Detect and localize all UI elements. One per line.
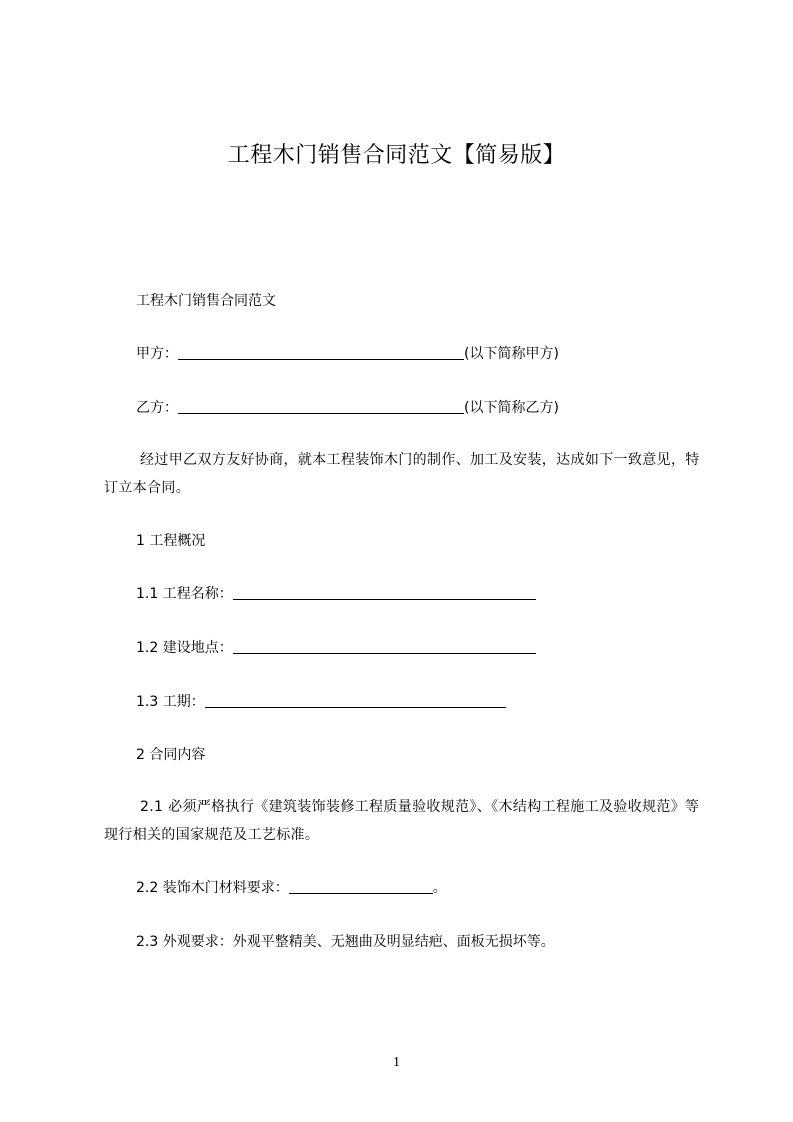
appearance-requirement: 2.3 外观要求：外观平整精美、无翘曲及明显结疤、面板无损坏等。 bbox=[136, 934, 555, 950]
duration-line bbox=[136, 692, 506, 712]
page-number: 1 bbox=[393, 1055, 400, 1070]
party-b-blank bbox=[178, 399, 464, 414]
party-a-suffix: (以下简称甲方) bbox=[464, 346, 559, 362]
site-location-line bbox=[136, 638, 536, 658]
intro-paragraph: 经过甲乙双方友好协商，就本工程装饰木门的制作、加工及安装，达成如下一致意见，特订立本合同。 bbox=[104, 452, 700, 496]
party-b-label: 乙方： bbox=[136, 400, 178, 416]
party-a-line bbox=[136, 344, 559, 364]
site-location-label: 1.2 建设地点： bbox=[136, 640, 233, 656]
clause-2-1: 2.1 必须严格执行《建筑装饰装修工程质量验收规范》、《木结构工程施工及验收规范》等现行相关的国家规范及工艺标准。 bbox=[104, 799, 700, 843]
duration-label: 1.3 工期： bbox=[136, 694, 205, 710]
material-requirement-line bbox=[136, 878, 447, 898]
material-requirement-label: 2.2 装饰木门材料要求： bbox=[136, 880, 289, 896]
section-1-heading: 1 工程概况 bbox=[136, 533, 206, 549]
material-requirement-end: 。 bbox=[432, 880, 447, 896]
material-requirement-blank bbox=[289, 879, 433, 894]
document-title: 工程木门销售合同范文【简易版】 bbox=[227, 143, 566, 168]
party-b-line bbox=[136, 398, 559, 418]
party-a-label: 甲方： bbox=[136, 346, 178, 362]
document-subtitle: 工程木门销售合同范文 bbox=[136, 293, 276, 309]
project-name-blank bbox=[233, 585, 536, 600]
project-name-label: 1.1 工程名称： bbox=[136, 586, 233, 602]
section-2-heading: 2 合同内容 bbox=[136, 747, 206, 763]
party-a-blank bbox=[178, 345, 464, 360]
site-location-blank bbox=[233, 639, 536, 654]
party-b-suffix: (以下简称乙方) bbox=[464, 400, 559, 416]
duration-blank bbox=[205, 693, 506, 708]
project-name-line bbox=[136, 584, 536, 604]
